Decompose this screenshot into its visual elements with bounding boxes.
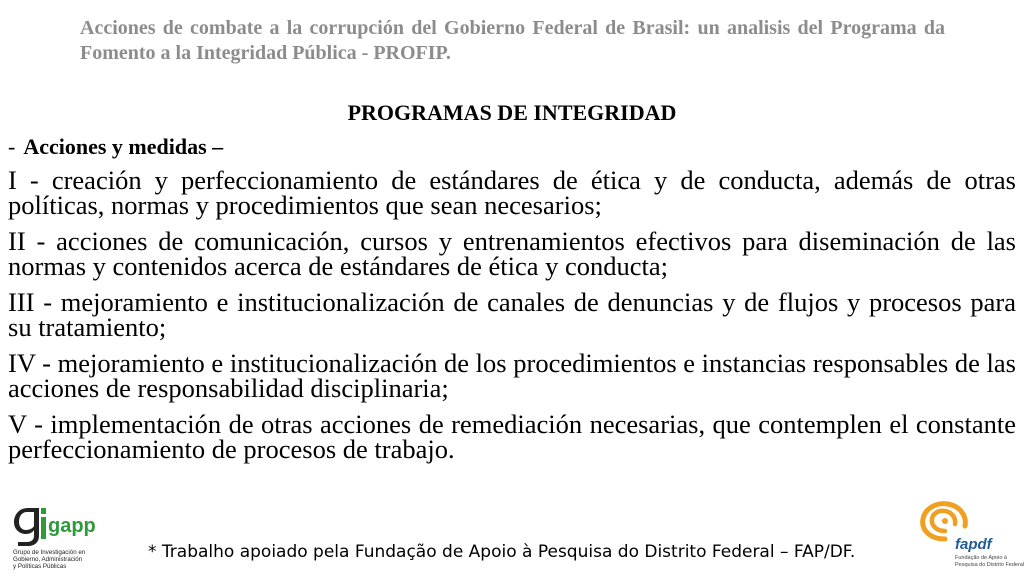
measure-item-5: V - implementación de otras acciones de remediación necesarias, que contemplen el constante perfeccionamiento de procesos de trabajo. xyxy=(8,409,1016,464)
fapdf-logo xyxy=(915,499,1024,571)
gigapp-tagline-3: y Políticas Públicas xyxy=(13,563,67,570)
gigapp-tagline-1: Grupo de Investigación en xyxy=(13,549,86,556)
subtitle-dash: - xyxy=(8,134,16,159)
gigapp-tagline-2: Gobierno, Administración xyxy=(13,556,83,563)
measure-item-4: IV - mejoramiento e institucionalización de los procedimientos e instancias responsables de las acciones de responsabilidad disciplinaria; xyxy=(8,348,1016,403)
subtitle xyxy=(8,133,608,161)
fapdf-brand: fapdf xyxy=(955,536,992,553)
measure-item-3: III - mejoramiento e institucionalización de canales de denuncias y de flujos y procesos para su tratamiento; xyxy=(8,287,1016,342)
presentation-header: Acciones de combate a la corrupción del Gobierno Federal de Brasil: un analisis del Programa da Fomento a la Integridad Pública - PROFIP. xyxy=(80,17,945,64)
fapdf-tagline-2: Pesquisa do Distrito Federal xyxy=(955,562,1024,568)
section-title: PROGRAMAS DE INTEGRIDAD xyxy=(347,100,677,125)
footnote: * Trabalho apoiado pela Fundação de Apoio à Pesquisa do Distrito Federal – FAP/DF. xyxy=(148,542,856,562)
gigapp-brand: gapp xyxy=(48,515,96,537)
measure-item-2: II - acciones de comunicación, cursos y entrenamientos efectivos para diseminación de las normas y contenidos acerca de estándares de ética y conducta; xyxy=(8,226,1016,281)
fapdf-tagline-1: Fundação de Apoio à xyxy=(955,555,1007,561)
measures-list xyxy=(8,165,1016,473)
gigapp-logo xyxy=(12,502,110,570)
measure-item-1: I - creación y perfeccionamiento de estándares de ética y de conducta, además de otras políticas, normas y procedimientos que sean necesarios; xyxy=(8,165,1016,220)
subtitle-text: Acciones y medidas – xyxy=(23,134,224,159)
